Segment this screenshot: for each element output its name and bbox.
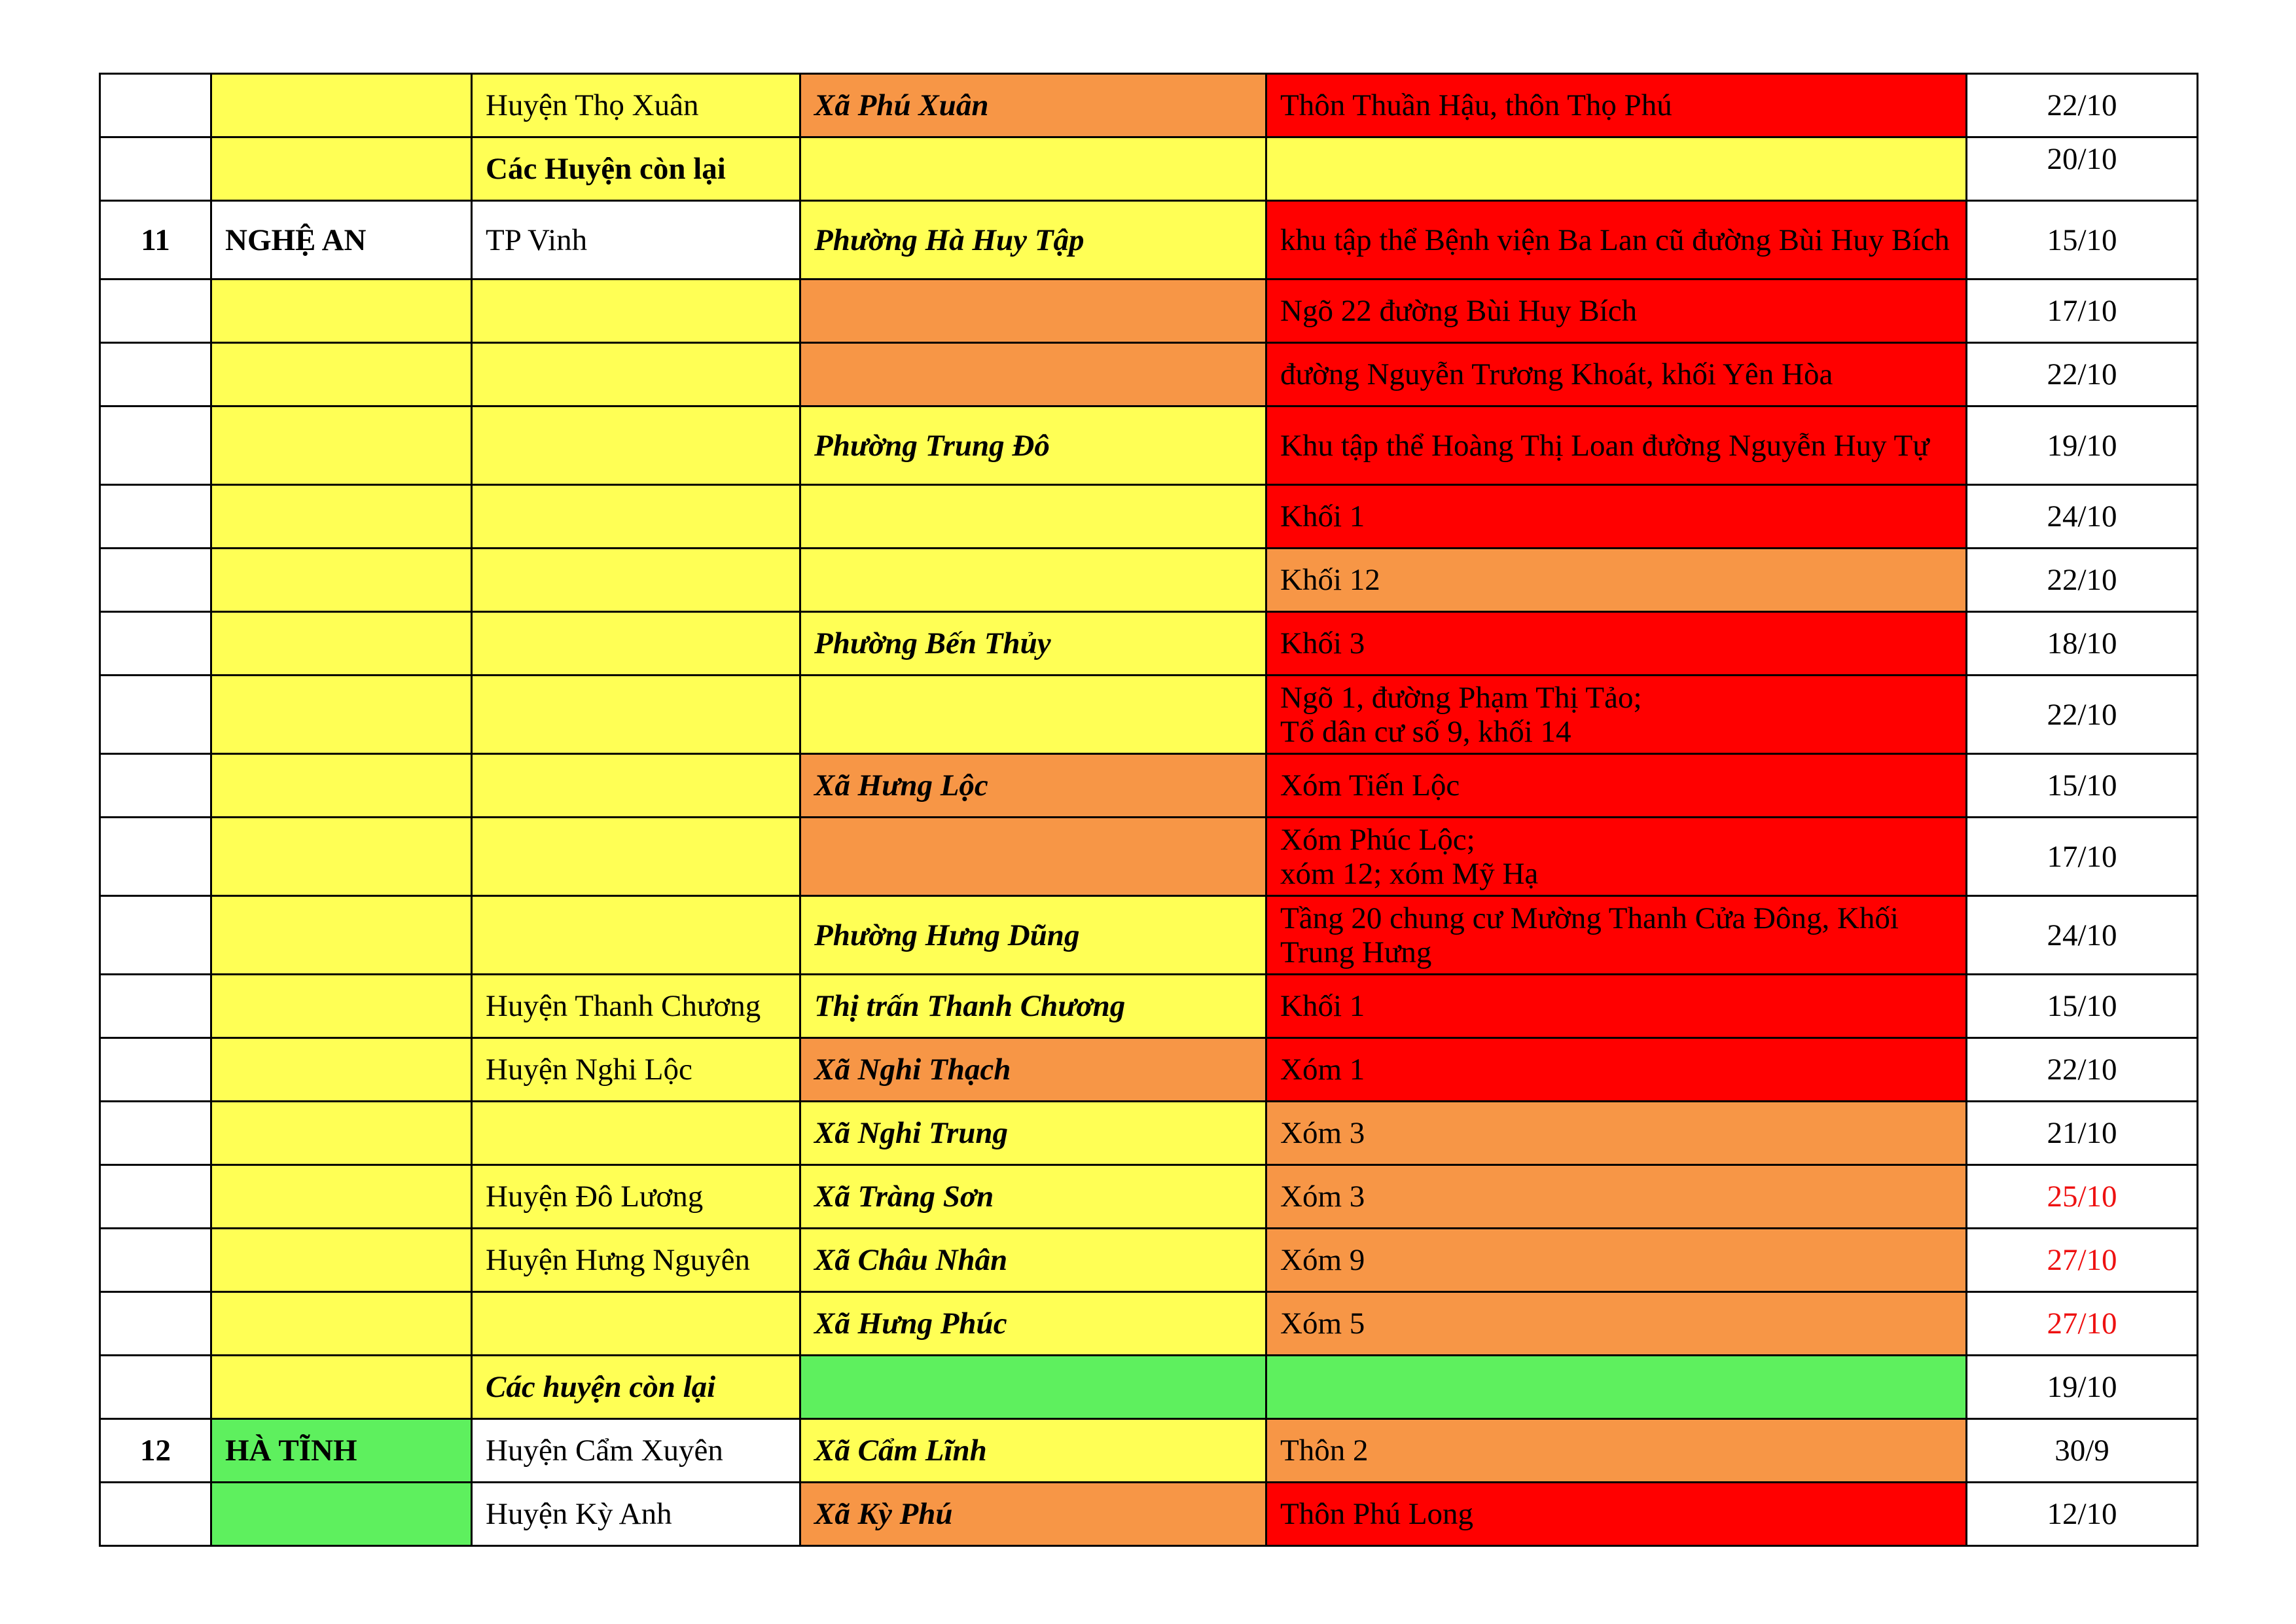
table-row <box>100 343 2198 406</box>
table-body <box>100 74 2198 1546</box>
district-cell <box>472 343 800 406</box>
commune-cell <box>800 549 1266 612</box>
row-number-cell <box>100 1229 211 1292</box>
commune-cell <box>800 343 1266 406</box>
row-number-cell <box>100 1038 211 1102</box>
table-row <box>100 201 2198 280</box>
district-cell: Huyện Nghi Lộc <box>472 1038 800 1102</box>
district-cell <box>472 754 800 818</box>
table-row <box>100 1165 2198 1229</box>
province-cell <box>211 975 472 1038</box>
district-cell: Huyện Hưng Nguyên <box>472 1229 800 1292</box>
district-cell <box>472 280 800 343</box>
table-row <box>100 74 2198 137</box>
district-cell <box>472 549 800 612</box>
district-cell <box>472 896 800 975</box>
district-cell: TP Vinh <box>472 201 800 280</box>
district-cell <box>472 1102 800 1165</box>
commune-cell: Xã Hưng Lộc <box>800 754 1266 818</box>
date-cell: 22/10 <box>1967 676 2198 754</box>
district-cell: Huyện Thanh Chương <box>472 975 800 1038</box>
table-row <box>100 1229 2198 1292</box>
province-cell <box>211 280 472 343</box>
table-row <box>100 818 2198 896</box>
district-cell <box>472 676 800 754</box>
province-cell <box>211 549 472 612</box>
date-cell: 27/10 <box>1967 1229 2198 1292</box>
province-cell <box>211 896 472 975</box>
commune-cell: Phường Hưng Dũng <box>800 896 1266 975</box>
province-cell <box>211 1102 472 1165</box>
commune-cell: Xã Nghi Trung <box>800 1102 1266 1165</box>
row-number-cell <box>100 1356 211 1419</box>
province-cell <box>211 1165 472 1229</box>
commune-cell: Xã Tràng Sơn <box>800 1165 1266 1229</box>
village-cell <box>1266 1356 1967 1419</box>
table-row <box>100 485 2198 549</box>
date-cell: 22/10 <box>1967 549 2198 612</box>
table-row <box>100 754 2198 818</box>
row-number-cell <box>100 137 211 201</box>
village-cell: Xóm 3 <box>1266 1165 1967 1229</box>
table-row <box>100 1102 2198 1165</box>
province-cell: HÀ TĨNH <box>211 1419 472 1483</box>
village-cell: Khối 1 <box>1266 485 1967 549</box>
table-row <box>100 1419 2198 1483</box>
province-cell <box>211 1229 472 1292</box>
date-cell: 15/10 <box>1967 754 2198 818</box>
village-cell: đường Nguyễn Trương Khoát, khối Yên Hòa <box>1266 343 1967 406</box>
date-cell: 12/10 <box>1967 1483 2198 1546</box>
village-cell <box>1266 137 1967 201</box>
row-number-cell <box>100 676 211 754</box>
commune-cell: Phường Hà Huy Tập <box>800 201 1266 280</box>
table-row <box>100 975 2198 1038</box>
commune-cell: Xã Phú Xuân <box>800 74 1266 137</box>
village-cell: Xóm Tiến Lộc <box>1266 754 1967 818</box>
row-number-cell <box>100 1292 211 1356</box>
village-cell: Xóm 1 <box>1266 1038 1967 1102</box>
province-cell <box>211 1292 472 1356</box>
province-cell <box>211 74 472 137</box>
district-cell <box>472 1292 800 1356</box>
date-cell: 22/10 <box>1967 343 2198 406</box>
row-number-cell <box>100 280 211 343</box>
village-cell: Khối 3 <box>1266 612 1967 676</box>
district-cell <box>472 406 800 485</box>
commune-cell <box>800 818 1266 896</box>
row-number-cell <box>100 1165 211 1229</box>
village-cell: Khu tập thể Hoàng Thị Loan đường Nguyễn Huy Tự <box>1266 406 1967 485</box>
province-cell <box>211 818 472 896</box>
village-cell: Thôn 2 <box>1266 1419 1967 1483</box>
province-cell <box>211 406 472 485</box>
village-cell: Khối 12 <box>1266 549 1967 612</box>
village-cell: Ngõ 1, đường Phạm Thị Tảo; Tổ dân cư số 9, khối 14 <box>1266 676 1967 754</box>
province-cell <box>211 137 472 201</box>
date-cell: 21/10 <box>1967 1102 2198 1165</box>
village-cell: Thôn Phú Long <box>1266 1483 1967 1546</box>
commune-cell <box>800 676 1266 754</box>
row-number-cell <box>100 1102 211 1165</box>
table-row <box>100 676 2198 754</box>
table-row <box>100 280 2198 343</box>
village-cell: Xóm 5 <box>1266 1292 1967 1356</box>
commune-cell: Xã Kỳ Phú <box>800 1483 1266 1546</box>
district-cell <box>472 485 800 549</box>
row-number-cell <box>100 975 211 1038</box>
row-number-cell <box>100 896 211 975</box>
table-row <box>100 1356 2198 1419</box>
date-cell: 22/10 <box>1967 1038 2198 1102</box>
district-cell: Huyện Đô Lương <box>472 1165 800 1229</box>
province-cell: NGHỆ AN <box>211 201 472 280</box>
village-cell: Ngõ 22 đường Bùi Huy Bích <box>1266 280 1967 343</box>
district-cell: Các Huyện còn lại <box>472 137 800 201</box>
date-cell: 17/10 <box>1967 818 2198 896</box>
commune-cell: Phường Trung Đô <box>800 406 1266 485</box>
province-cell <box>211 754 472 818</box>
row-number-cell <box>100 343 211 406</box>
village-cell: Khối 1 <box>1266 975 1967 1038</box>
village-cell: khu tập thể Bệnh viện Ba Lan cũ đường Bùi Huy Bích <box>1266 201 1967 280</box>
table-row <box>100 406 2198 485</box>
district-cell <box>472 818 800 896</box>
village-cell: Xóm 9 <box>1266 1229 1967 1292</box>
district-cell: Huyện Kỳ Anh <box>472 1483 800 1546</box>
date-cell: 19/10 <box>1967 406 2198 485</box>
date-cell: 15/10 <box>1967 201 2198 280</box>
province-cell <box>211 1038 472 1102</box>
province-cell <box>211 1356 472 1419</box>
table-row <box>100 137 2198 201</box>
table-row <box>100 1292 2198 1356</box>
date-cell: 30/9 <box>1967 1419 2198 1483</box>
commune-cell <box>800 280 1266 343</box>
commune-cell: Phường Bến Thủy <box>800 612 1266 676</box>
row-number-cell <box>100 549 211 612</box>
date-cell: 27/10 <box>1967 1292 2198 1356</box>
table-row <box>100 549 2198 612</box>
table-row <box>100 1038 2198 1102</box>
province-cell <box>211 612 472 676</box>
date-cell: 15/10 <box>1967 975 2198 1038</box>
date-cell: 22/10 <box>1967 74 2198 137</box>
district-cell: Huyện Thọ Xuân <box>472 74 800 137</box>
table-row <box>100 1483 2198 1546</box>
province-cell <box>211 676 472 754</box>
district-cell <box>472 612 800 676</box>
row-number-cell <box>100 754 211 818</box>
outbreak-zone-table <box>99 73 2198 1547</box>
date-cell: 17/10 <box>1967 280 2198 343</box>
commune-cell: Xã Cẩm Lĩnh <box>800 1419 1266 1483</box>
province-cell <box>211 1483 472 1546</box>
village-cell: Tầng 20 chung cư Mường Thanh Cửa Đông, Khối Trung Hưng <box>1266 896 1967 975</box>
row-number-cell <box>100 74 211 137</box>
date-cell: 19/10 <box>1967 1356 2198 1419</box>
row-number-cell <box>100 818 211 896</box>
province-cell <box>211 343 472 406</box>
village-cell: Xóm 3 <box>1266 1102 1967 1165</box>
commune-cell <box>800 1356 1266 1419</box>
village-cell: Thôn Thuần Hậu, thôn Thọ Phú <box>1266 74 1967 137</box>
date-cell: 18/10 <box>1967 612 2198 676</box>
district-cell: Các huyện còn lại <box>472 1356 800 1419</box>
row-number-cell <box>100 1483 211 1546</box>
row-number-cell <box>100 406 211 485</box>
date-cell: 24/10 <box>1967 896 2198 975</box>
date-cell: 24/10 <box>1967 485 2198 549</box>
commune-cell: Xã Châu Nhân <box>800 1229 1266 1292</box>
district-cell: Huyện Cẩm Xuyên <box>472 1419 800 1483</box>
table-row <box>100 612 2198 676</box>
row-number-cell <box>100 612 211 676</box>
table-row <box>100 896 2198 975</box>
row-number-cell: 12 <box>100 1419 211 1483</box>
date-cell: 25/10 <box>1967 1165 2198 1229</box>
row-number-cell <box>100 485 211 549</box>
commune-cell: Thị trấn Thanh Chương <box>800 975 1266 1038</box>
row-number-cell: 11 <box>100 201 211 280</box>
province-cell <box>211 485 472 549</box>
commune-cell: Xã Hưng Phúc <box>800 1292 1266 1356</box>
commune-cell <box>800 485 1266 549</box>
commune-cell: Xã Nghi Thạch <box>800 1038 1266 1102</box>
commune-cell <box>800 137 1266 201</box>
village-cell: Xóm Phúc Lộc; xóm 12; xóm Mỹ Hạ <box>1266 818 1967 896</box>
date-cell: 20/10 <box>1967 137 2198 201</box>
